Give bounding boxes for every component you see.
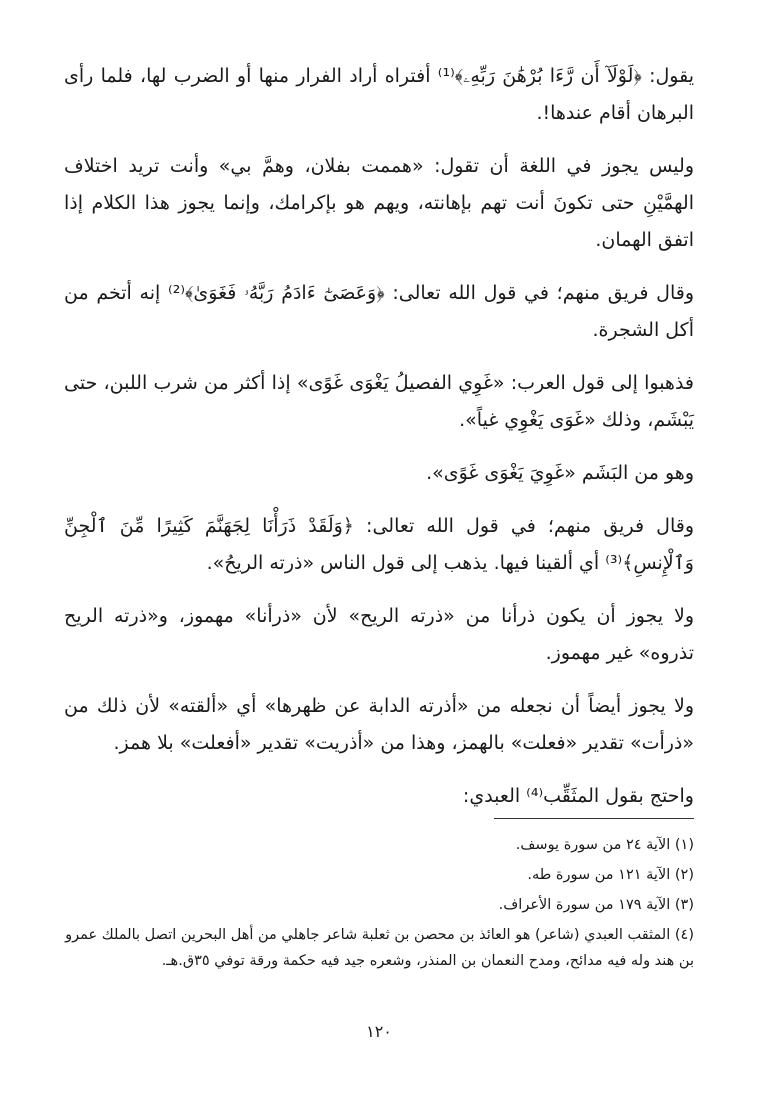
- footnote-divider: [494, 818, 694, 819]
- paragraph-2: وليس يجوز في اللغة أن تقول: «هممت بفلان، وهمَّ بي» وأنت تريد اختلاف الهمَّيْنِ حتى تكونَ أنت تهم بإهانته، ويهم هو بإكرامك، وإنما يجوز هذا الكلام إذا اتفق الهمان.: [64, 155, 694, 251]
- paragraph-6: وقال فريق منهم؛ في قول الله تعالى: ﴿وَلَقَدْ ذَرَأْنَا لِجَهَنَّمَ كَثِيرًا مِّنَ ٱلْجِنِّ وَٱلْإِنسِ﴾⁽³⁾ أي ألقينا فيها. يذهب إلى قول الناس «ذرته الريحُ».: [64, 515, 694, 574]
- footnote-2: (٢) الآية ١٢١ من سورة طه.: [527, 867, 694, 883]
- footnote-1: (١) الآية ٢٤ من سورة يوسف.: [515, 837, 694, 853]
- footnote-3: (٣) الآية ١٧٩ من سورة الأعراف.: [498, 897, 694, 913]
- footnotes: [64, 830, 694, 974]
- paragraph-9: واحتج بقول المثَقِّب⁽⁴⁾ العبدي:: [462, 785, 694, 807]
- paragraph-5: وهو من البَشَم «غَوِيَ يَغْوَى غَوًى».: [426, 462, 694, 484]
- main-text: [64, 58, 694, 831]
- paragraph-1: يقول: ﴿لَوْلَآ أَن رَّءَا بُرْهَٰنَ رَبِّهِۦ﴾⁽¹⁾ أفتراه أراد الفرار منها أو الضرب لها، فلما رأى البرهان أقام عندها!.: [64, 65, 694, 124]
- paragraph-7: ولا يجوز أن يكون ذرأنا من «ذرته الريح» لأن «ذرأنا» مهموز، و«ذرته الريح تذروه» غير مهموز.: [64, 605, 694, 664]
- paragraph-4: فذهبوا إلى قول العرب: «غَوِي الفصيلُ يَغْوَى غَوًى» إذا أكثر من شرب اللبن، حتى يَبْشَم، وذلك «غَوَى يَغْوِي غياً».: [64, 372, 694, 431]
- footnote-4: (٤) المثقب العبدي (شاعر) هو العائذ بن محصن بن ثعلبة شاعر جاهلي من أهل البحرين اتصل بالملك عمرو بن هند وله فيه مدائح، ومدح النعمان بن المنذر، وشعره جيد فيه حكمة ورقة توفي ٣٥ق.هـ.: [65, 927, 694, 969]
- paragraph-8: ولا يجوز أيضاً أن نجعله من «أذرته الدابة عن ظهرها» أي «ألقته» لأن ذلك من «ذرأت» تقدير «فعلت» بالهمز، وهذا من «أذريت» تقدير «أفعلت» بلا همز.: [64, 695, 694, 754]
- page-number: ١٢٠: [366, 1022, 392, 1041]
- paragraph-3: وقال فريق منهم؛ في قول الله تعالى: ﴿وَعَصَىٰٓ ءَادَمُ رَبَّهُۥ فَغَوَىٰ﴾⁽²⁾ إنه أتخم من أكل الشجرة.: [64, 282, 695, 341]
